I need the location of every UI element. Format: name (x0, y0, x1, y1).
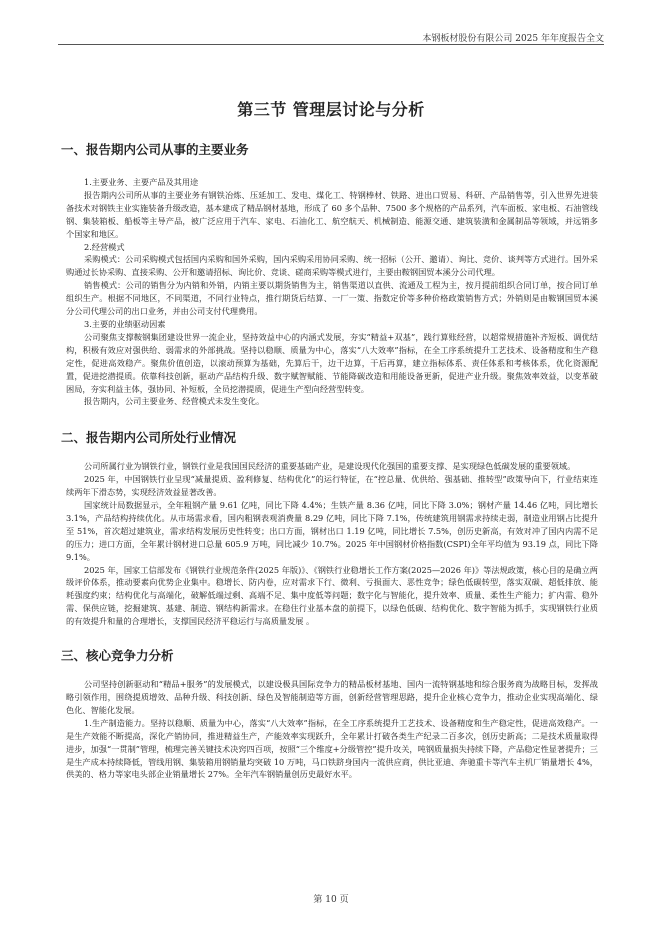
paragraph: 2025 年，中国钢铁行业呈现“减量提质、盈利修复、结构优化”的运行特征，在“控总量、优供给、强基础、推转型”政策导向下，行业结束连续两年下滑态势，实现经济效益显著改善。 (66, 474, 598, 498)
paragraph: 销售模式：公司的销售分为内销和外销，内销主要以期货销售为主，销售渠道以直供、流通及工程为主，按月提前组织合同订单，按合同订单组织生产。根据不同地区，不同渠道，不同行业特点，推行期货后结算、一厂一策、指数定价等多种价格政策销售方式；外销则是由鞍钢国贸本溪分公司代理公司的出口业务，并由公司支付代理费用。 (66, 280, 598, 317)
paragraph: 报告期内，公司主要业务、经营模式未发生变化。 (84, 396, 265, 407)
header-divider (58, 44, 604, 45)
paragraph: 报告期内公司所从事的主要业务有钢铁冶炼、压延加工、发电、煤化工、特钢棒材、铁路、进出口贸易、科研、产品销售等，引入世界先进装备技术对钢铁主业实施装备升级改造，基本建成了精品钢材基地，形成了 60 多个品种、7500 多个规格的产品系列，汽车面板、家电板、石油管线钢、集装箱板、船板等主导产品，被广泛应用于汽车、家电、石油化工、航空航天、机械制造、能源交通、建筑装潢和金属制品等领域，并远销多个国家和地区。 (66, 189, 598, 239)
subheading-performance-drivers: 3.主要的业绩驱动因素 (84, 318, 166, 329)
subheading-business-model: 2.经营模式 (84, 241, 125, 252)
main-content (61, 142, 598, 781)
section-heading-3: 三、核心竞争力分析 (61, 648, 174, 664)
paragraph: 2025 年，国家工信部发布《钢铁行业规范条件(2025 年版)》、《钢铁行业稳增长工作方案(2025—2026 年)》等法规政策，核心目的是确立两级评价体系，推动要素向优势企业集中。稳增长、防内卷，应对需求下行、微利、亏损面大、恶性竞争；绿色低碳转型，落实双碳、超低排放、能耗强度约束；结构优化与高端化，破解低端过剩、高端不足、集中度低等问题；数字化与智能化，提升效率、质量、柔性生产能力；扩内需、稳外需、保供应链，挖掘建筑、基建、制造、钢结构新需求。在稳住行业基本盘的前提下，以绿色低碳、结构优化、数字智能为抓手，实现钢铁行业质的有效提升和量的合理增长，支撑国民经济平稳运行与高质量发展 。 (66, 564, 598, 627)
subheading-main-business: 1.主要业务、主要产品及其用途 (84, 177, 199, 187)
paragraph: 国家统计局数据显示，全年粗钢产量 9.61 亿吨，同比下降 4.4%；生铁产量 8.36 亿吨，同比下降 3.0%；钢材产量 14.46 亿吨，同比增长 3.1%，产品结构持续优化。从市场需求看，国内粗钢表观消费量 8.29 亿吨，同比下降 7.1%，传统建筑用钢需求持续走弱，制造业用钢占比提升至 51%，首次超过建筑业，需求结构发展历史性转变；出口方面，钢材出口 1.19 亿吨，同比增长 7.5%，创历史新高，有效对冲了国内内需不足的压力；进口方面，全年累计钢材进口总量 605.9 万吨，同比减少 10.7%。2025 年中国钢材价格指数(CSPI)全年平均值为 93.19 点，同比下降 9.1%。 (66, 500, 598, 562)
chapter-title: 第三节 管理层讨论与分析 (237, 100, 425, 119)
section-heading-1: 一、报告期内公司从事的主要业务 (61, 142, 249, 157)
page-number: 第 10 页 (313, 895, 349, 905)
section-heading-2: 二、报告期内公司所处行业情况 (61, 430, 237, 446)
paragraph: 公司所属行业为钢铁行业，钢铁行业是我国国民经济的重要基础产业，是建设现代化强国的重要支撑、是实现绿色低碳发展的重要领域。 (84, 461, 576, 472)
paragraph: 1.生产制造能力。坚持以稳顺、质量为中心，落实“八大效率”指标，在全工序系统提升工艺技术、设备精度和生产稳定性，促进高效稳产。一是生产效能不断提高，深化产销协同，推进精益生产，产能效率实现跃升，全年累计打破各类生产纪录二百多次，创历史新高；二是技术质量取得进步，加强“一贯制”管理，梳理完善关键技术决窍四百项，按照“三个维度+分级管控”提升攻关，吨钢质量损失持续下降，产品稳定性显著提升；三是生产成本持续降低，管线用钢、集装箱用钢销量均突破 10 万吨，马口铁跻身国内一流供应商，供比亚迪、奔驰重卡等汽车主机厂销量增长 4%，供美的、格力等家电头部企业销量增长 27%。全年汽车钢销量创历史最好水平。 (66, 717, 598, 780)
paragraph: 公司聚焦支撑鞍钢集团建设世界一流企业，坚持效益中心的内涵式发展，夯实“精益+双基”，践行算账经营，以超常规措施补齐短板、调优结构，积极有效应对强供给、弱需求的外部挑战。坚持以稳顺、质量为中心，落实“八大效率”指标，在全工序系统提升工艺技术、设备精度和生产稳定性，促进高效稳产。聚焦价值创造，以滚动预算为基础，先算后干，边干边算，干后再算，建立指标体系、责任体系和考核体系，优化资源配置，促进挖潜提质。依靠科技创新，驱动产品结构升级、数字赋智赋能、节能降碳改造和用能设备更新，促进产业升级。聚焦效率效益，以变革破困局，夯实利益主体，强协同、补短板，全员挖潜提质，促进生产型向经营型转变。 (66, 331, 598, 394)
paragraph: 采购模式：公司采购模式包括国内采购和国外采购，国内采购采用协同采购、统一招标（公开、邀请）、询比、竞价、谈判等方式进行。国外采购通过长协采购、直接采购、公开和邀请招标、询比价、竞谈、磋商采购等模式进行，主要由鞍钢国贸本溪分公司代理。 (66, 254, 598, 278)
page-header: 本钢板材股份有限公司 2025 年年度报告全文 (422, 34, 604, 44)
paragraph: 公司坚持创新驱动和“精品+服务”的发展模式，以建设极具国际竞争力的精品板材基地、国内一流特钢基地和综合服务商为战略目标，发挥战略引领作用，围绕提质增效、品种升级、科技创新、绿色及智能制造等方面，创新经营管理思路，提升企业核心竞争力，推动企业实现高端化、绿色化、智能化发展。 (66, 679, 598, 715)
